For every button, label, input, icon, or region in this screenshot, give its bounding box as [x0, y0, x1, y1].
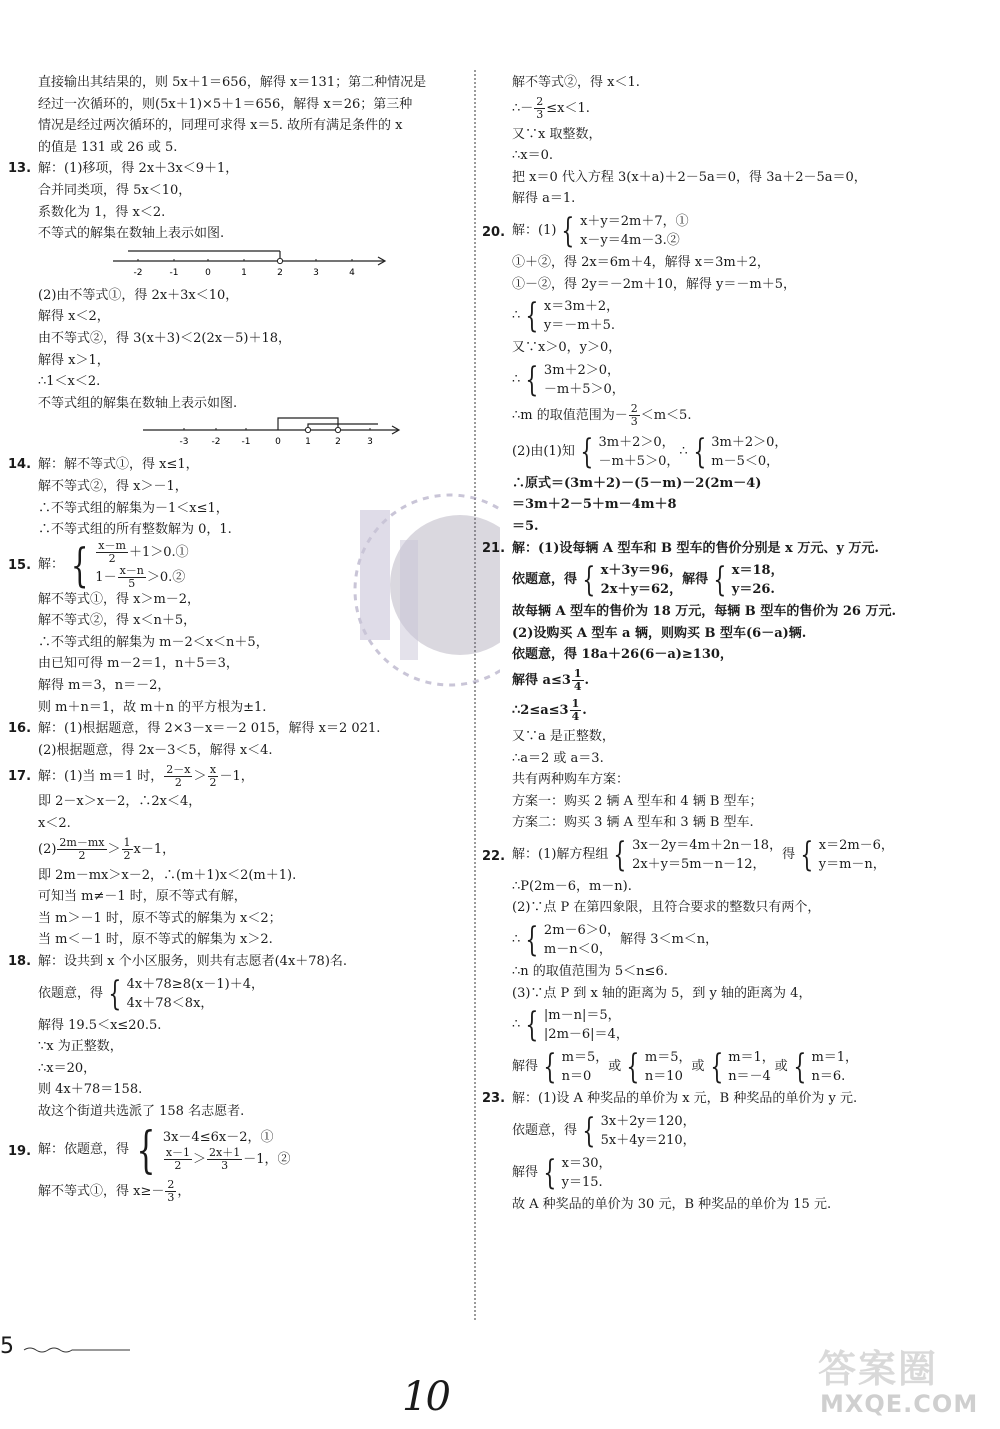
q13-line: 不等式组的解集在数轴上表示如图.: [38, 395, 238, 411]
left-column: [8, 72, 458, 1207]
q17-line: 可知当 m≠－1 时，原不等式有解，: [38, 889, 247, 905]
q18-line: ∵x 为正整数，: [38, 1039, 123, 1055]
q22-line: (3)∵点 P 到 x 轴的距离为 5，到 y 轴的距离为 4，: [512, 985, 812, 1001]
question-number: 17.: [8, 768, 32, 784]
q22-system: 22. 解：(1)解方程组 { 3x－2y＝4m＋2n－18， 2x＋y＝5m－n－12， 得 { x＝2m－6， y＝m－n，: [482, 834, 894, 875]
q21-line: 故每辆 A 型车的售价为 18 万元，每辆 B 型车的售价为 26 万元.: [512, 604, 896, 620]
tick-label: -1: [169, 267, 179, 278]
tick-label: -3: [179, 437, 189, 448]
q14-line: 解不等式②，得 x＞－1，: [38, 478, 188, 494]
page-number: 5: [0, 1334, 14, 1359]
q19-line: 把 x＝0 代入方程 3(x＋a)＋2－5a＝0，得 3a＋2－5a＝0，: [512, 169, 867, 185]
tick-label: 1: [241, 267, 247, 278]
q21-line: (2)设购买 A 型车 a 辆，则购买 B 型车(6－a)辆.: [512, 625, 807, 641]
tick-label: 4: [349, 267, 355, 278]
q20-line: ∴原式＝(3m＋2)－(5－m)－2(2m－4): [512, 475, 762, 491]
question-number: 16.: [8, 721, 32, 737]
q16-line: (2)根据题意，得 2x－3＜5，解得 x＜4.: [38, 742, 273, 758]
q13-line: 不等式的解集在数轴上表示如图.: [38, 226, 225, 242]
tick-label: -2: [133, 267, 143, 278]
q21-line: ∴a＝2 或 a＝3.: [512, 750, 604, 766]
question-number: 22.: [482, 848, 506, 864]
number-line-2: [38, 416, 458, 450]
q13-line: 解得 x＜2，: [38, 309, 110, 325]
q17-line: 当 m＜－1 时，原不等式的解集为 x＞2.: [38, 932, 273, 948]
right-column: [482, 72, 982, 1215]
tick-label: 2: [335, 437, 341, 448]
q20-line: ∴m 的取值范围为－ $\frac{2}{3}$ ＜m＜5.: [512, 402, 692, 429]
q20-line: 又∵x＞0，y＞0，: [512, 340, 622, 356]
q22-system: ∴ { 2m－6＞0， m－n＜0， 解得 3＜m＜n，: [512, 920, 719, 961]
q14-line: ∴不等式组的解集为－1＜x≤1，: [38, 500, 229, 516]
q21-line: 共有两种购车方案：: [512, 772, 630, 788]
q21-system: 依题意，得 { x＋3y＝96， 2x＋y＝62， 解得 { x＝18， y＝26.: [512, 560, 784, 601]
q18-system: 依题意，得 { 4x＋78≥8(x－1)＋4， 4x＋78＜8x，: [38, 973, 264, 1014]
q15-line: 解不等式①，得 x＞m－2，: [38, 591, 201, 607]
q20-line: ①－②，得 2y＝－2m＋10，解得 y＝－m＋5，: [512, 276, 796, 292]
q18-line: 解得 19.5＜x≤20.5.: [38, 1017, 162, 1033]
question-number: 13.: [8, 161, 32, 177]
q23-system: 依题意，得 { 3x＋2y＝120， 5x＋4y＝210，: [512, 1110, 696, 1151]
q17-line: (2) $\frac{2m-mx}{2}$ ＞ $\frac{1}{2}$ x－1，: [38, 836, 176, 863]
q19-system: 19. 解：依题意，得 { 3x－4≤6x－2，① $\frac{x-1}{2}$ ＞ $\frac{2x+1}{3}$ －1，②: [8, 1120, 291, 1179]
site-logo: 答案圈 MXQE.COM: [818, 1347, 979, 1418]
q14-line: ∴不等式组的所有整数解为 0，1.: [38, 522, 232, 538]
q18-line: 18. 解：设共到 x 个小区服务，则共有志愿者(4x＋78)名.: [38, 951, 458, 973]
tick-label: -2: [211, 437, 221, 448]
handwritten-page-number: 10: [402, 1374, 449, 1420]
q20-line: ①＋②，得 2x＝6m＋4，解得 x＝3m＋2，: [512, 254, 770, 270]
q22-system: ∴ { |m－n|＝5， |2m－6|＝4，: [512, 1005, 629, 1046]
q13-line: 13. 解：(1)移项，得 2x＋3x＜9＋1，: [38, 158, 458, 180]
q14-line: 14. 解：解不等式①，得 x≤1，: [38, 454, 458, 476]
q15-line: 解不等式②，得 x＜n＋5，: [38, 613, 197, 629]
q17-line: 当 m＞－1 时，原不等式的解集为 x＜2；: [38, 910, 282, 926]
q17-line: 即 2m－mx＞x－2，∴(m＋1)x＜2(m＋1).: [38, 867, 297, 883]
q13-line: (2)由不等式①，得 2x＋3x＜10，: [38, 287, 239, 303]
tick-label: 1: [305, 437, 311, 448]
tick-label: 3: [313, 267, 319, 278]
q21-line: 方案一：购买 2 辆 A 型车和 4 辆 B 型车；: [512, 793, 763, 809]
footer-ornament: [22, 1346, 132, 1354]
q17-line: 即 2－x＞x－2，∴2x＜4，: [38, 794, 202, 810]
tick-label: 0: [275, 437, 281, 448]
q21-line: ∴2≤a≤3 $\frac{1}{4}$ .: [512, 697, 587, 724]
q15-line: ∴不等式组的解集为 m－2＜x＜n＋5，: [38, 634, 269, 650]
q18-line: ∴x＝20，: [38, 1060, 97, 1076]
q21-line: 又∵a 是正整数，: [512, 728, 615, 744]
q13-line: 解得 x＞1，: [38, 352, 110, 368]
tick-label: 0: [205, 267, 211, 278]
intro-line: 情况是经过两次循环的，同理可求得 x＝5. 故所有满足条件的 x: [38, 118, 403, 134]
q19-line: 解不等式①，得 x≥－ $\frac{2}{3}$ ，: [38, 1178, 191, 1205]
number-line-1: [38, 247, 458, 281]
question-number: 14.: [8, 457, 32, 473]
q20-system: (2)由(1)知 { 3m＋2＞0， －m＋5＞0， ∴ { 3m＋2＞0， m－5＜0，: [512, 431, 788, 472]
q20-system: ∴ { 3m＋2＞0， －m＋5＞0，: [512, 359, 625, 400]
intro-line: 直接输出其结果的，则 5x＋1＝656，解得 x＝131；第二种情况是: [38, 75, 427, 90]
q16-line: 16. 解：(1)根据题意，得 2×3－x＝－2 015，解得 x＝2 021.: [38, 718, 458, 740]
q13-line: ∴1＜x＜2.: [38, 374, 101, 390]
q21-line: 方案二：购买 3 辆 A 型车和 3 辆 B 型车.: [512, 815, 754, 831]
q15-line: 解得 m＝3，n＝－2，: [38, 678, 171, 694]
intro-line: 的值是 131 或 26 或 5.: [38, 139, 178, 155]
q23-system: 解得 { x＝30， y＝15.: [512, 1152, 612, 1193]
q23-line: 23. 解：(1)设 A 种奖品的单价为 x 元，B 种奖品的单价为 y 元.: [512, 1088, 982, 1110]
q21-line: 21. 解：(1)设每辆 A 型车和 B 型车的售价分别是 x 万元、y 万元.: [512, 538, 982, 560]
question-number: 21.: [482, 540, 506, 556]
question-number: 20.: [482, 224, 506, 240]
tick-label: 2: [277, 267, 283, 278]
q19-line: ∴－ $\frac{2}{3}$ ≤x＜1.: [512, 95, 590, 122]
q17-line: 17. 解：(1)当 m＝1 时， $\frac{2-x}{2}$ ＞ $\frac{x}{2}$ －1，: [8, 762, 254, 789]
q22-line: ∴n 的取值范围为 5＜n≤6.: [512, 964, 668, 980]
q18-line: 则 4x＋78＝158.: [38, 1082, 143, 1098]
tick-label: 3: [367, 437, 373, 448]
q13-line: 由不等式②，得 3(x＋3)＜2(2x－5)＋18，: [38, 330, 291, 346]
q23-line: 故 A 种奖品的单价为 30 元，B 种奖品的单价为 15 元.: [512, 1196, 832, 1212]
question-number: 23.: [482, 1091, 506, 1107]
q20-line: ＝3m＋2－5＋m－4m＋8: [512, 497, 677, 513]
q20-line: ＝5.: [512, 518, 539, 534]
tick-label: -1: [241, 437, 251, 448]
q18-line: 故这个街道共选派了 158 名志愿者.: [38, 1103, 245, 1119]
q21-line: 依题意，得 18a＋26(6－a)≥130，: [512, 647, 733, 663]
q13-line: 系数化为 1，得 x＜2.: [38, 204, 166, 220]
q20-system: 20. 解：(1) { x＋y＝2m＋7，① x－y＝4m－3.②: [482, 210, 689, 251]
q17-line: x＜2.: [38, 816, 71, 832]
q21-line: 解得 a≤3 $\frac{1}{4}$ .: [512, 667, 590, 694]
q19-line: 又∵x 取整数，: [512, 126, 602, 142]
q15-system: 15. 解： { $\frac{x-m}{2}$ ＋1＞0.① 1－ $\frac{x-n}{5}$ ＞0.②: [8, 537, 189, 592]
q22-line: ∴P(2m－6，m－n).: [512, 878, 632, 894]
q19-line: 解不等式②，得 x＜1.: [512, 75, 640, 90]
q19-line: ∴x＝0.: [512, 148, 554, 164]
intro-line: 经过一次循环的，则(5x＋1)×5＋1＝656，解得 x＝26；第三种: [38, 96, 413, 112]
question-number: 19.: [8, 1143, 32, 1159]
q15-line: 由已知可得 m－2＝1，n＋5＝3，: [38, 656, 239, 672]
q15-line: 则 m＋n＝1，故 m＋n 的平方根为±1.: [38, 699, 267, 715]
q19-line: 解得 a＝1.: [512, 191, 576, 207]
question-number: 18.: [8, 954, 32, 969]
q22-line: (2)∵点 P 在第四象限，且符合要求的整数只有两个，: [512, 900, 821, 916]
q20-system: ∴ { x＝3m＋2， y＝－m＋5.: [512, 296, 620, 337]
q13-line: 合并同类项，得 5x＜10，: [38, 182, 192, 198]
q22-solutions: 解得 { m＝5， n＝0 或 { m＝5， n＝10 或 { m＝1， n＝－4 或 { m＝1， n＝6.: [512, 1047, 859, 1088]
question-number: 15.: [8, 557, 32, 573]
